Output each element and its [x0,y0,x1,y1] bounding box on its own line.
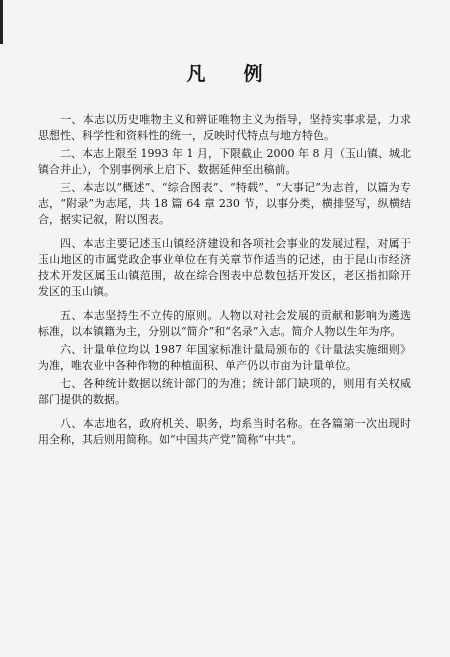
paragraph-7: 七、各种统计数据以统计部门的为准；统计部门缺项的，则用有关权威部门提供的数据。 [38,377,411,406]
page-edge-mark [0,0,3,44]
paragraph-2: 二、本志上限至 1993 年 1 月，下限截止 2000 年 8 月（玉山镇、城北镇合并止），个别事例承上启下、数据延伸至出稿前。 [38,147,411,176]
document-page [38,64,411,448]
paragraph-1: 一、本志以历史唯物主义和辨证唯物主义为指导，坚持实事求是，力求思想性、科学性和资料性的统一，反映时代特点与地方特色。 [38,113,411,142]
paragraph-4: 四、本志主要记述玉山镇经济建设和各项社会事业的发展过程，对属于玉山地区的市属党政企事业单位在有关章节作适当的记述，由于昆山市经济技术开发区属玉山镇范围，故在综合图表中总数包括开发区，老区指扣除开发区的玉山镇。 [38,237,411,298]
title-char-1: 凡 [186,63,206,85]
paragraph-3: 三、本志以“概述”、“综合图表”、“特载”、“大事记”为志首，以篇为专志，“附录”为志尾，共 18 篇 64 章 230 节，以事分类，横排竖写，纵横结合，据实记叙，附以图表。 [38,181,411,226]
paragraph-6: 六、计量单位均以 1987 年国家标准计量局颁布的《计量法实施细则》为准，唯农业中各种作物的种植面积、单产仍以市亩为计量单位。 [38,343,411,372]
title-char-2: 例 [243,63,263,85]
paragraph-8: 八、本志地名，政府机关、职务，均系当时名称。在各篇第一次出现时用全称，其后则用简称。如“中国共产党”简称“中共”。 [38,417,411,446]
page-title [38,64,411,84]
paragraph-5: 五、本志坚持生不立传的原则。人物以对社会发展的贡献和影响为遴选标准，以本镇籍为主，分别以“简介”和“名录”入志。简介人物以生年为序。 [38,309,411,338]
